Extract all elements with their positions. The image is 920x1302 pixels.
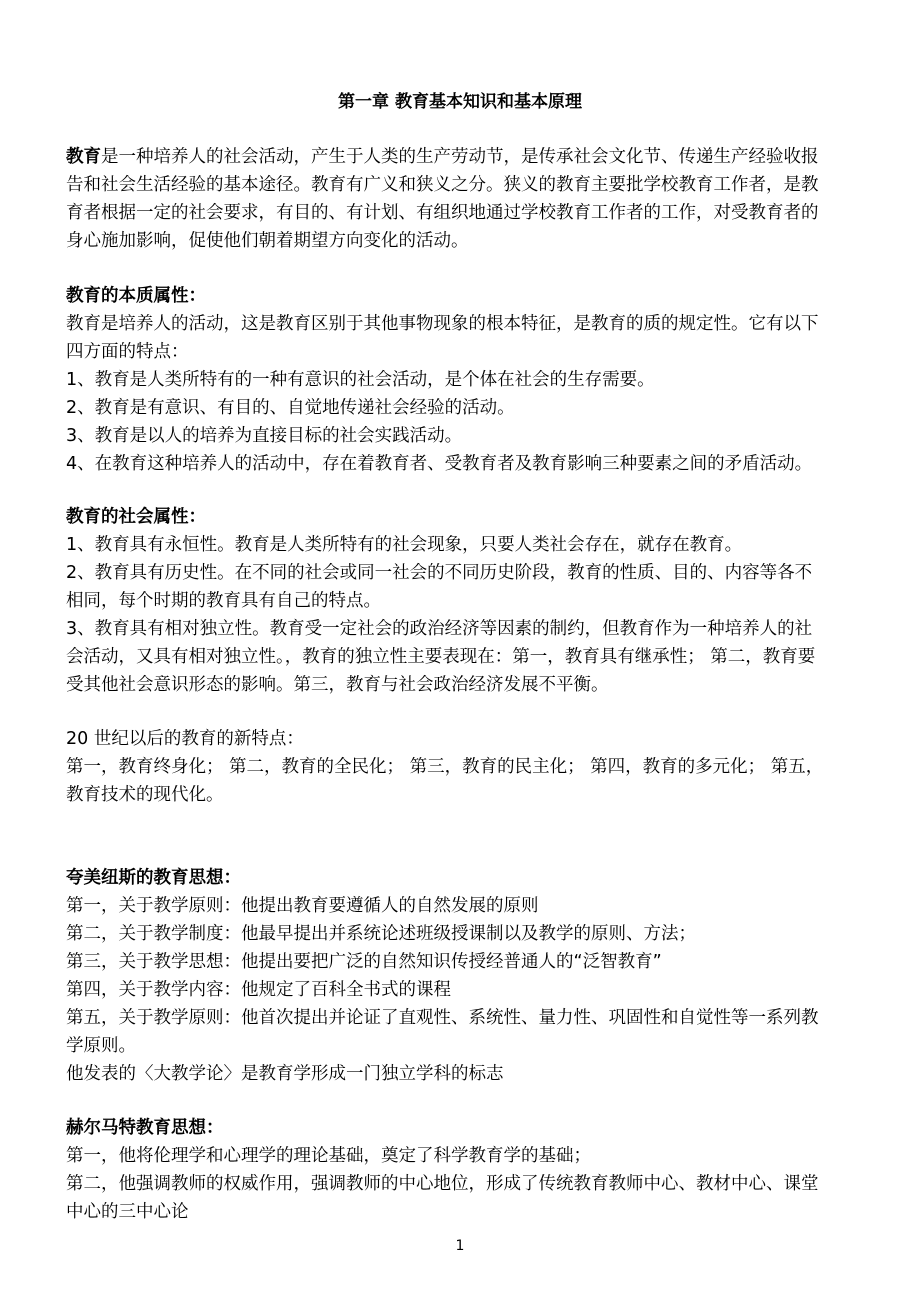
social-line: 受其他社会意识形态的影响。第三，教育与社会政治经济发展不平衡。 [66,675,609,695]
essence-line: 1、教育是人类所特有的一种有意识的社会活动，是个体在社会的生存需要。 [66,370,655,390]
essence-line: 3、教育是以人的培养为直接目标的社会实践活动。 [66,426,463,446]
modern-line: 教育技术的现代化。 [66,785,224,805]
herbart-line: 第二，他强调教师的权威作用，强调教师的中心地位，形成了传统教育教师中心、教材中心、课堂 [66,1174,819,1194]
social-heading: 教育的社会属性： [66,507,206,527]
intro-paragraph [66,143,866,255]
herbart-section [66,1114,866,1226]
modern-line: 第一，教育终身化； 第二，教育的全民化； 第三，教育的民主化； 第四，教育的多元化； 第五， [66,757,824,777]
comenius-line: 第三，关于教学思想：他提出要把广泛的自然知识传授经普通人的“泛智教育” [66,952,662,972]
comenius-line: 第四，关于教学内容：他规定了百科全书式的课程 [66,980,451,1000]
intro-line-2: 告和社会生活经验的基本途径。教育有广义和狭义之分。狭义的教育主要批学校教育工作者，是教 [66,175,819,195]
comenius-line: 学原则。 [66,1036,136,1056]
comenius-heading: 夸美纽斯的教育思想： [66,868,241,888]
comenius-line: 第二，关于教学制度：他最早提出并系统论述班级授课制以及教学的原则、方法； [66,924,696,944]
comenius-section [66,864,866,1088]
intro-line-4: 身心施加影响，促使他们朝着期望方向变化的活动。 [66,231,469,251]
social-line: 1、教育具有永恒性。教育是人类所特有的社会现象，只要人类社会存在，就存在教育。 [66,535,743,555]
social-line: 2、教育具有历史性。在不同的社会或同一社会的不同历史阶段，教育的性质、目的、内容等各不 [66,563,813,583]
intro-line-1: 教育是一种培养人的社会活动，产生于人类的生产劳动节，是传承社会文化节、传递生产经验收报 [66,147,819,167]
comenius-line: 他发表的〈大教学论〉是教育学形成一门独立学科的标志 [66,1064,504,1084]
modern-section [66,725,866,809]
intro-line-3: 育者根据一定的社会要求，有目的、有计划、有组织地通过学校教育工作者的工作，对受教育者的 [66,203,819,223]
social-line: 相同，每个时期的教育具有自己的特点。 [66,591,381,611]
essence-line: 教育是培养人的活动，这是教育区别于其他事物现象的根本特征，是教育的质的规定性。它有以下 [66,314,819,334]
herbart-heading: 赫尔马特教育思想： [66,1118,224,1138]
social-line: 3、教育具有相对独立性。教育受一定社会的政治经济等因素的制约，但教育作为一种培养人的社 [66,619,813,639]
modern-heading: 20 世纪以后的教育的新特点： [66,729,304,749]
chapter-title: 第一章 教育基本知识和基本原理 [338,92,582,112]
herbart-line: 中心的三中心论 [66,1202,189,1222]
comenius-line: 第一，关于教学原则：他提出教育要遵循人的自然发展的原则 [66,896,539,916]
essence-line: 4、在教育这种培养人的活动中，存在着教育者、受教育者及教育影响三种要素之间的矛盾活动。 [66,454,813,474]
essence-section [66,282,866,478]
intro-term: 教育 [66,147,101,167]
essence-heading: 教育的本质属性： [66,286,206,306]
herbart-line: 第一，他将伦理学和心理学的理论基础，奠定了科学教育学的基础； [66,1146,591,1166]
social-line: 会活动，又具有相对独立性。，教育的独立性主要表现在：第一，教育具有继承性； 第二，教育要 [66,647,816,667]
comenius-line: 第五，关于教学原则：他首次提出并论证了直观性、系统性、量力性、巩固性和自觉性等一系列教 [66,1008,819,1028]
social-section [66,503,866,699]
page-number: 1 [455,1238,465,1254]
essence-line: 四方面的特点： [66,342,189,362]
essence-line: 2、教育是有意识、有目的、自觉地传递社会经验的活动。 [66,398,515,418]
